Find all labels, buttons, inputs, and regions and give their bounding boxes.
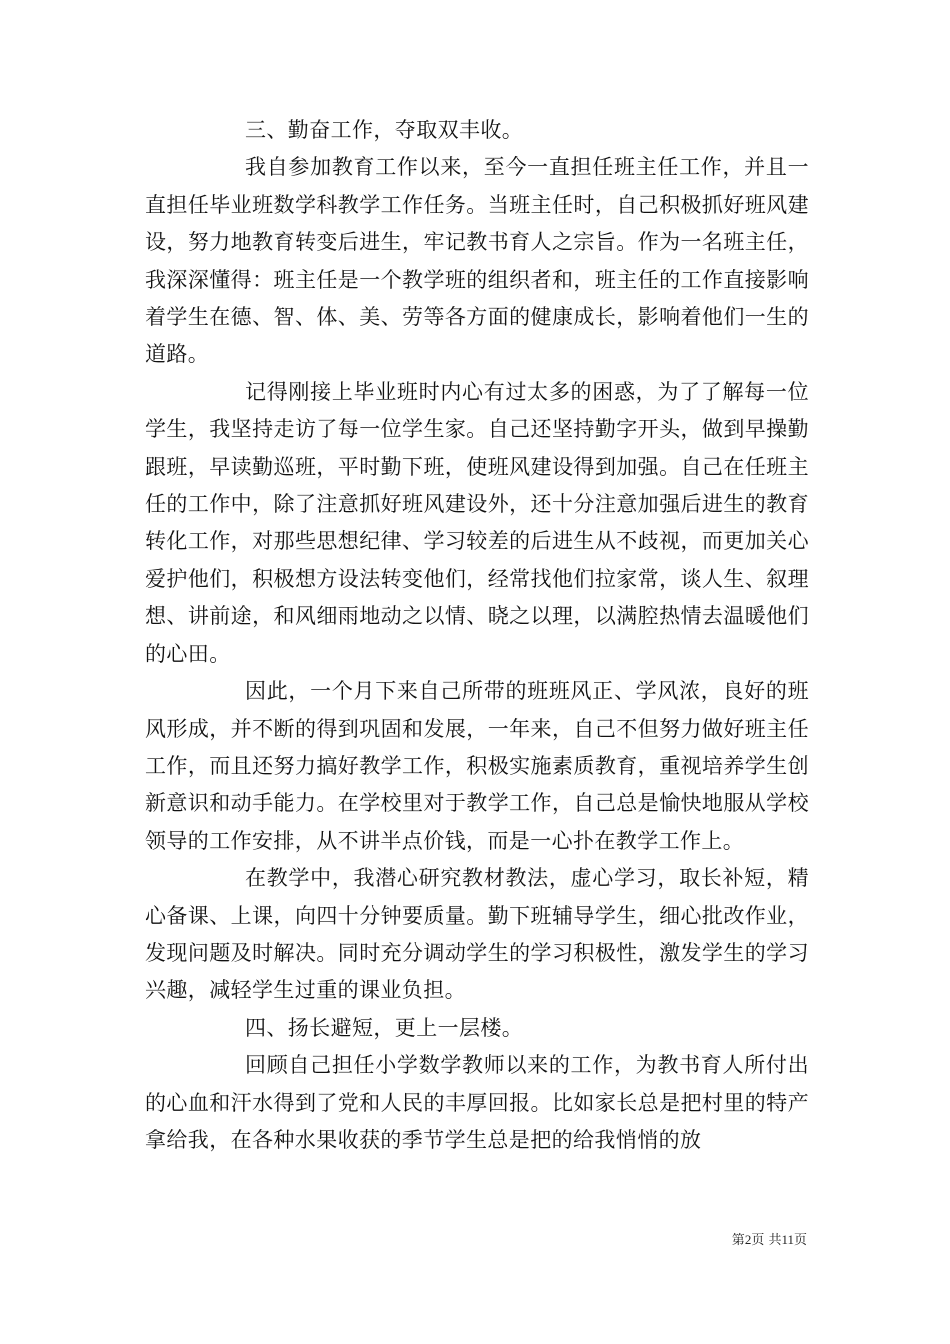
- footer-suffix: 页: [793, 1233, 807, 1248]
- page-number-footer: [732, 1232, 807, 1249]
- paragraph: 在教学中，我潜心研究教材教法，虚心学习，取长补短，精心备课、上课，向四十分钟要质量。勤下班辅导学生，细心批改作业，发现问题及时解决。同时充分调动学生的学习积极性，激发学生的学习兴趣，减轻学生过重的课业负担。: [145, 866, 809, 1003]
- paragraph: 记得刚接上毕业班时内心有过太多的困惑，为了了解每一位学生，我坚持走访了每一位学生家。自己还坚持勤字开头，做到早操勤跟班，早读勤巡班，平时勤下班，使班风建设得到加强。自己在任班主任的工作中，除了注意抓好班风建设外，还十分注意加强后进生的教育转化工作，对那些思想纪律、学习较差的后进生从不歧视，而更加关心爱护他们，积极想方设法转变他们，经常找他们拉家常，谈人生、叙理想、讲前途，和风细雨地动之以情、晓之以理，以满腔热情去温暖他们的心田。: [145, 379, 809, 666]
- paragraph: 我自参加教育工作以来，至今一直担任班主任工作，并且一直担任毕业班数学科教学工作任务。当班主任时，自己积极抓好班风建设，努力地教育转变后进生，牢记教书育人之宗旨。作为一名班主任，我深深懂得：班主任是一个教学班的组织者和，班主任的工作直接影响着学生在德、智、体、美、劳等各方面的健康成长，影响着他们一生的道路。: [145, 155, 809, 367]
- footer-middle: 页 共: [751, 1233, 782, 1248]
- current-page-number: 2: [744, 1232, 752, 1247]
- section-heading-3: 三、勤奋工作，夺取双丰收。: [245, 118, 524, 142]
- section-heading-4: 四、扬长避短，更上一层楼。: [245, 1015, 524, 1040]
- paragraph: 回顾自己担任小学数学教师以来的工作，为教书育人所付出的心血和汗水得到了党和人民的丰厚回报。比如家长总是把村里的特产拿给我，在各种水果收获的季节学生总是把的给我悄悄的放: [145, 1053, 809, 1152]
- total-pages-number: 11: [781, 1232, 794, 1247]
- document-body: [145, 112, 809, 1159]
- footer-prefix: 第: [731, 1233, 745, 1248]
- paragraph: 因此，一个月下来自己所带的班班风正、学风浓，良好的班风形成，并不断的得到巩固和发展，一年来，自己不但努力做好班主任工作，而且还努力搞好教学工作，积极实施素质教育，重视培养学生创新意识和动手能力。在学校里对于教学工作，自己总是愉快地服从学校领导的工作安排，从不讲半点价钱，而是一心扑在教学工作上。: [145, 679, 809, 853]
